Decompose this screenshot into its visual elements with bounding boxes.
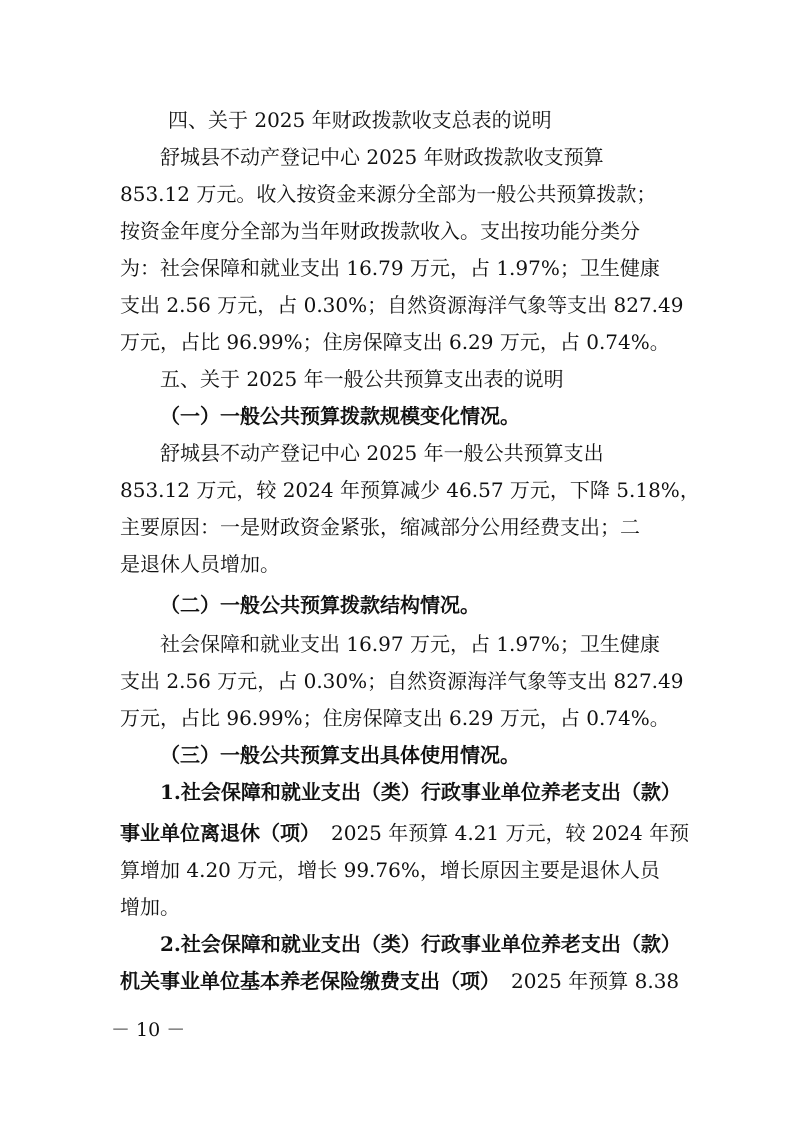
subsection-2-line-3: 万元，占比 96.99%；住房保障支出 6.29 万元，占 0.74%。 [120, 706, 670, 730]
item-2-heading-line-1: 2.社会保障和就业支出（类）行政事业单位养老支出（款） [160, 932, 681, 956]
subsection-2-heading: （二）一般公共预算拨款结构情况。 [160, 593, 480, 617]
section-4-paragraph-line-5: 支出 2.56 万元，占 0.30%；自然资源海洋气象等支出 827.49 [120, 293, 684, 317]
subsection-2-line-2: 支出 2.56 万元，占 0.30%；自然资源海洋气象等支出 827.49 [120, 669, 684, 693]
section-4-paragraph-line-3: 按资金年度分全部为当年财政拨款收入。支出按功能分类分 [120, 219, 640, 243]
page-number: － 10 － [111, 1019, 186, 1041]
item-1-line-4: 增加。 [120, 895, 180, 919]
subsection-1-line-4: 是退休人员增加。 [120, 552, 280, 576]
section-5-title: 五、关于 2025 年一般公共预算支出表的说明 [160, 367, 564, 391]
section-4-paragraph-line-4: 为：社会保障和就业支出 16.79 万元，占 1.97%；卫生健康 [120, 256, 660, 280]
item-1-line-3: 算增加 4.20 万元，增长 99.76%，增长原因主要是退休人员 [120, 858, 660, 882]
subsection-2-line-1: 社会保障和就业支出 16.97 万元，占 1.97%；卫生健康 [160, 632, 660, 656]
section-4-title: 四、关于 2025 年财政拨款收支总表的说明 [168, 108, 552, 132]
section-4-heading [0, 100, 793, 140]
item-2-heading-line-2: 机关事业单位基本养老保险缴费支出（项） 2025 年预算 8.38 [120, 969, 680, 993]
section-4-paragraph-line-1: 舒城县不动产登记中心 2025 年财政拨款收支预算 [160, 145, 604, 169]
subsection-1-line-2: 853.12 万元，较 2024 年预算减少 46.57 万元，下降 5.18%， [120, 478, 700, 502]
subsection-1-line-1: 舒城县不动产登记中心 2025 年一般公共预算支出 [160, 441, 604, 465]
item-1-heading-line-1: 1.社会保障和就业支出（类）行政事业单位养老支出（款） [160, 780, 681, 804]
item-1-heading-line-2: 事业单位离退休（项） 2025 年预算 4.21 万元，较 2024 年预 [120, 821, 690, 845]
section-4-paragraph-line-6: 万元，占比 96.99%；住房保障支出 6.29 万元，占 0.74%。 [120, 330, 670, 354]
subsection-1-heading: （一）一般公共预算拨款规模变化情况。 [160, 404, 520, 428]
subsection-1-line-3: 主要原因：一是财政资金紧张，缩减部分公用经费支出；二 [120, 515, 640, 539]
subsection-3-heading: （三）一般公共预算支出具体使用情况。 [160, 743, 520, 767]
section-4-paragraph-line-2: 853.12 万元。收入按资金来源分全部为一般公共预算拨款； [120, 182, 657, 206]
section-5-heading [0, 359, 793, 399]
